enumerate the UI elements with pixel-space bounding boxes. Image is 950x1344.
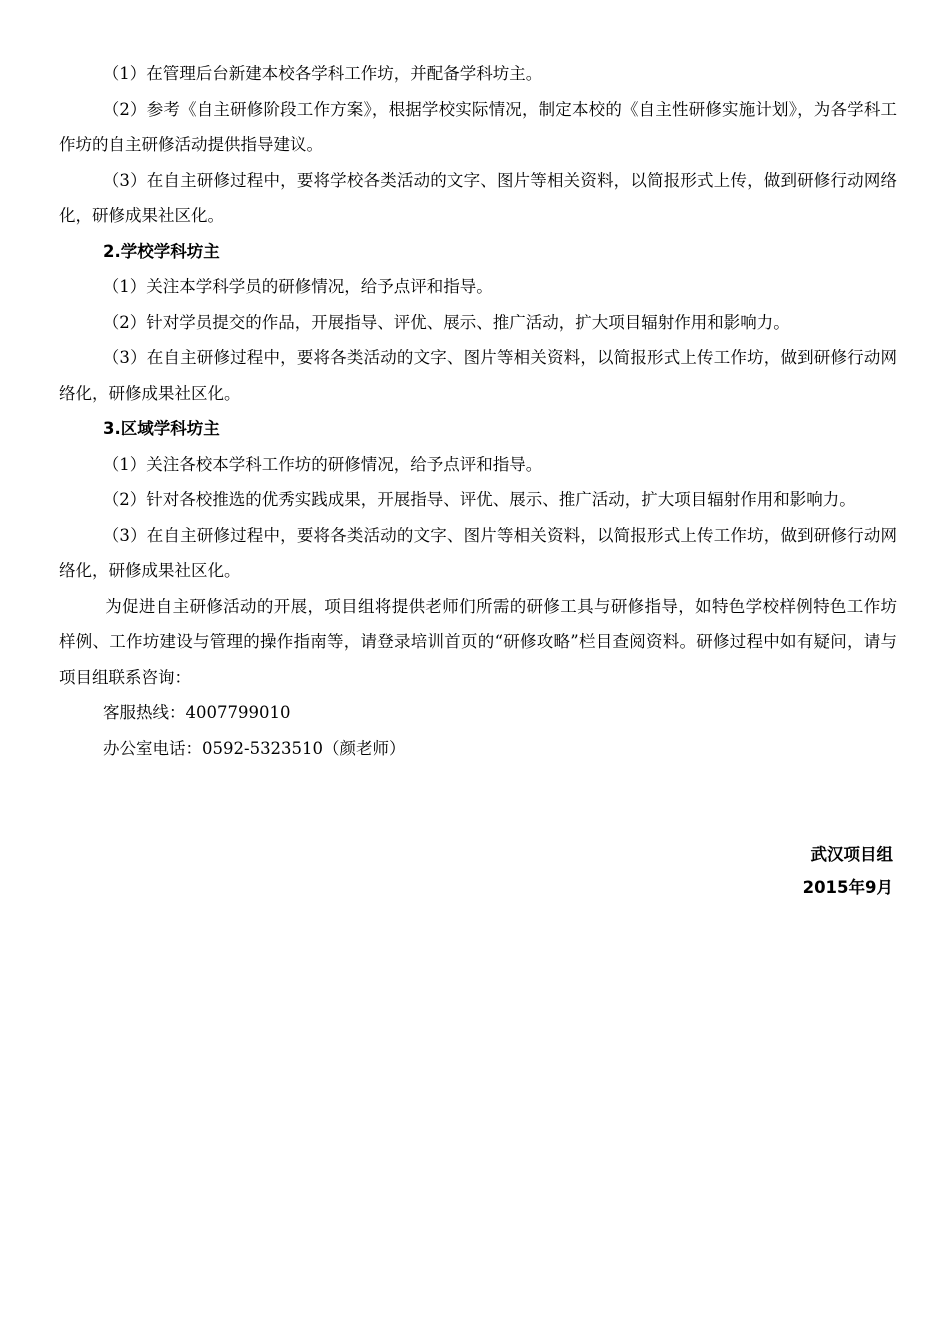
signature-date: 2015年9月 xyxy=(802,878,893,897)
section3-item-3: （3）在自主研修过程中，要将各类活动的文字、图片等相关资料，以简报形式上传工作坊，做到研修行动网络化，研修成果社区化。 xyxy=(59,525,897,580)
section2-heading: 2.学校学科坊主 xyxy=(103,241,220,261)
signature-org: 武汉项目组 xyxy=(810,845,893,864)
hotline-text: 客服热线：4007799010 xyxy=(103,703,291,722)
section3-item-1: （1）关注各校本学科工作坊的研修情况，给予点评和指导。 xyxy=(102,454,543,474)
closing-paragraph: 为促进自主研修活动的开展，项目组将提供老师们所需的研修工具与研修指导，如特色学校样例特色工作坊样例、工作坊建设与管理的操作指南等，请登录培训首页的“研修攻略”栏目查阅资料。研修过程中如有疑问，请与项目组联系咨询： xyxy=(59,596,897,687)
section1-item-1: （1）在管理后台新建本校各学科工作坊，并配备学科坊主。 xyxy=(102,64,543,83)
section2-item-2: （2）针对学员提交的作品，开展指导、评优、展示、推广活动，扩大项目辐射作用和影响力。 xyxy=(102,312,790,332)
document-body xyxy=(59,56,897,766)
section2-item-1: （1）关注本学科学员的研修情况，给予点评和指导。 xyxy=(102,277,493,296)
section1-item-2: （2）参考《自主研修阶段工作方案》，根据学校实际情况，制定本校的《自主性研修实施计划》，为各学科工作坊的自主研修活动提供指导建议。 xyxy=(59,99,897,154)
section3-heading: 3.区域学科坊主 xyxy=(103,419,220,438)
section1-item-3: （3）在自主研修过程中，要将学校各类活动的文字、图片等相关资料，以简报形式上传，做到研修行动网络化，研修成果社区化。 xyxy=(59,170,897,225)
section3-item-2: （2）针对各校推选的优秀实践成果，开展指导、评优、展示、推广活动，扩大项目辐射作用和影响力。 xyxy=(102,490,856,509)
section2-item-3: （3）在自主研修过程中，要将各类活动的文字、图片等相关资料，以简报形式上传工作坊，做到研修行动网络化，研修成果社区化。 xyxy=(59,348,897,403)
office-phone-text: 办公室电话：0592-5323510（颜老师） xyxy=(103,738,406,758)
